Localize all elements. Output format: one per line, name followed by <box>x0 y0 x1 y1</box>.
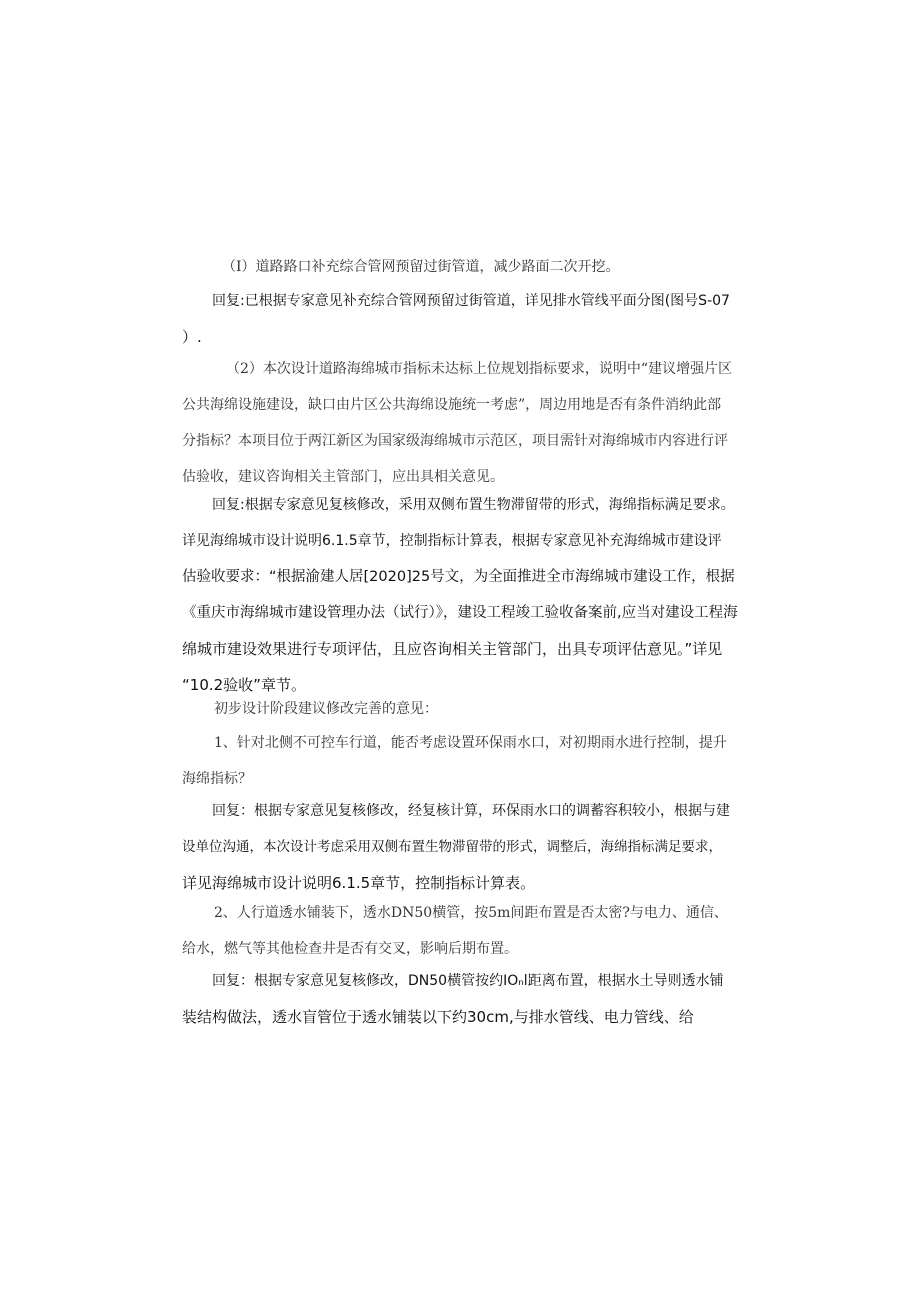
text-line: 回复：根据专家意见复核修改，经复核计算，环保雨水口的调蓄容积较小，根据与建 <box>212 803 730 819</box>
text-line: 回复：根据专家意见复核修改，DN50横管按约IOₙl距离布置，根据水土导则透水铺 <box>212 973 724 989</box>
text-line: 海绵指标？ <box>182 771 252 787</box>
text-line: 详见海绵城市设计说明6.1.5章节，控制指标计算表，根据专家意见补充海绵城市建设评 <box>182 533 722 549</box>
question-paragraph <box>182 249 738 285</box>
text-line: （I）道路路口补充综合管网预留过街管道，减少路面二次开挖。 <box>222 259 620 275</box>
reply-paragraph <box>182 283 738 355</box>
text-line: 估验收，建议咨询相关主管部门，应出具相关意见。 <box>182 469 504 485</box>
question-paragraph <box>182 725 738 797</box>
text-line: 估验收要求：“根据渝建人居[2020]25号文，为全面推进全市海绵城市建设工作，根据 <box>182 569 735 585</box>
reply-paragraph <box>182 793 738 901</box>
text-line: 给水，燃气等其他检查井是否有交叉，影响后期布置。 <box>182 941 518 957</box>
text-line: ）. <box>182 328 202 346</box>
text-line: 《重庆市海绵城市建设管理办法（试行）》，建设工程竣工验收备案前,应当对建设工程海 <box>182 605 738 621</box>
reply-paragraph <box>182 963 738 1035</box>
text-line: 回复:已根据专家意见补充综合管网预留过街管道，详见排水管线平面分图(图号S-07 <box>212 293 730 309</box>
text-line: （2）本次设计道路海绵城市指标未达标上位规划指标要求，说明中“建议增强片区 <box>226 361 733 377</box>
question-paragraph <box>182 351 738 495</box>
text-line: 装结构做法，透水盲管位于透水铺装以下约30cm,与排水管线、电力管线、给 <box>182 1008 694 1026</box>
text-line: 2、人行道透水铺装下，透水DN50横管，按5m间距布置是否太密?与电力、通信、 <box>214 905 728 921</box>
text-line: 设单位沟通，本次设计考虑采用双侧布置生物滞留带的形式，调整后，海绵指标满足要求， <box>182 839 722 855</box>
question-paragraph <box>182 895 738 967</box>
text-line: 绵城市建设效果进行专项评估，且应咨询相关主管部门，出具专项评估意见。”详见 <box>182 640 723 658</box>
text-line: “10.2验收”章节。 <box>182 676 306 694</box>
text-line: 详见海绵城市设计说明6.1.5章节，控制指标计算表。 <box>182 874 536 892</box>
reply-paragraph <box>182 487 738 703</box>
text-line: 回复:根据专家意见复核修改，采用双侧布置生物滞留带的形式，海绵指标满足要求。 <box>212 497 735 513</box>
text-line: 分指标？本项目位于两江新区为国家级海绵城市示范区，项目需针对海绵城市内容进行评 <box>182 433 728 449</box>
text-line: 初步设计阶段建议修改完善的意见： <box>214 701 438 717</box>
text-line: 公共海绵设施建设，缺口由片区公共海绵设施统一考虑”，周边用地是否有条件消纳此部 <box>182 397 722 413</box>
text-line: 1、针对北侧不可控车行道，能否考虑设置环保雨水口，对初期雨水进行控制，提升 <box>214 735 727 751</box>
section-heading <box>182 691 738 727</box>
